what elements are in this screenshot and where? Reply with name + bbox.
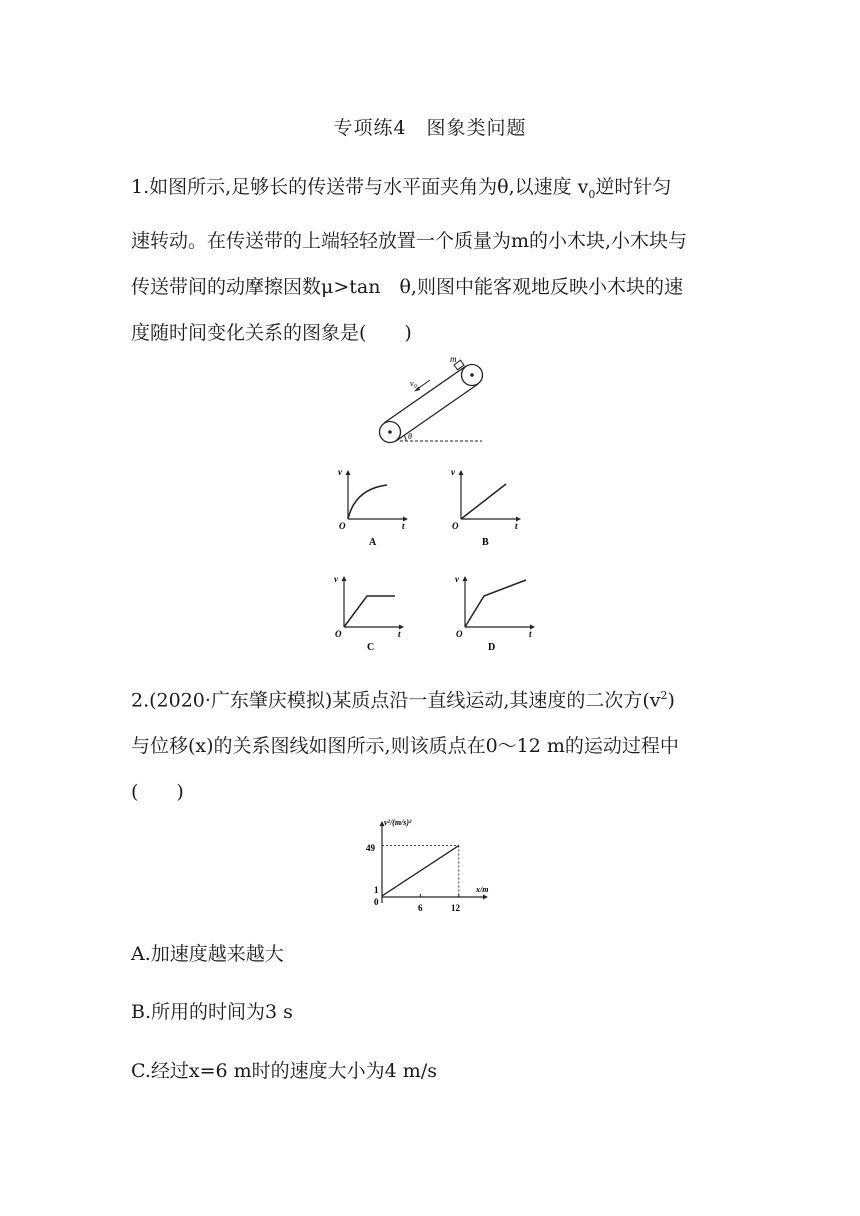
question-2-text	[131, 673, 731, 815]
graph-a	[333, 465, 413, 547]
svg-text:O: O	[456, 629, 463, 639]
tick-label-12: 12	[451, 903, 460, 913]
svg-text:O: O	[335, 629, 342, 639]
svg-text:O: O	[339, 521, 346, 531]
graph-c-letter: C	[367, 642, 375, 652]
conveyor-belt-figure	[370, 352, 490, 452]
option-c: C.经过x=6 m时的速度大小为4 m/s	[131, 1060, 437, 1082]
graph-c-line	[344, 596, 395, 627]
graph-b-line	[461, 484, 506, 519]
graph-a-curve	[348, 485, 387, 519]
tick-label-6: 6	[418, 903, 423, 913]
q1-line-1: 1.如图所示,足够长的传送带与水平面夹角为θ,以速度 $v_0$逆时针匀	[131, 176, 672, 201]
tick-label-49: 49	[366, 843, 375, 853]
svg-text:v: v	[455, 574, 459, 584]
q2-line-3: ( )	[131, 781, 184, 804]
graph-d	[450, 570, 540, 652]
page-title: 专项练4 图象类问题	[333, 117, 527, 139]
graph-c	[329, 570, 409, 652]
origin-label: 0	[374, 897, 379, 907]
q1-line-4: 度随时间变化关系的图象是( )	[131, 321, 412, 344]
tick-label-1: 1	[374, 885, 379, 895]
chart-x-label: x/m	[476, 885, 489, 894]
graph-b	[446, 465, 526, 547]
option-b: B.所用的时间为3 s	[131, 1001, 293, 1023]
q1-line-2: 速转动。在传送带的上端轻轻放置一个质量为m的小木块,小木块与	[131, 229, 688, 252]
chart-y-label: v²/(m/s)²	[384, 818, 412, 827]
svg-text:v: v	[338, 467, 342, 477]
data-line	[382, 846, 459, 896]
v2-x-chart	[360, 815, 500, 915]
svg-text:v: v	[334, 574, 338, 584]
angle-label: θ	[408, 432, 412, 441]
question-1-text	[131, 164, 731, 356]
svg-text:t: t	[529, 629, 532, 639]
svg-text:v0: $v_0$	[410, 379, 417, 390]
mass-label: m	[450, 354, 457, 364]
angle-arc	[404, 435, 406, 441]
belt-top	[384, 366, 466, 423]
graph-b-letter: B	[482, 537, 489, 547]
svg-text:t: t	[398, 629, 401, 639]
graph-d-line	[465, 580, 526, 627]
option-a: A.加速度越来越大	[131, 943, 284, 965]
svg-text:v: v	[451, 467, 455, 477]
svg-text:t: t	[515, 521, 518, 531]
q2-line-2: 与位移(x)的关系图线如图所示,则该质点在0～12 m的运动过程中	[131, 735, 679, 758]
svg-text:t: t	[402, 521, 405, 531]
graph-a-letter: A	[369, 537, 377, 547]
q1-line-3: 传送带间的动摩擦因数μ>tan θ,则图中能客观地反映小木块的速	[131, 275, 683, 298]
q2-line-1: 2.(2020·广东肇庆模拟)某质点沿一直线运动,其速度的二次方$(v^2)$	[131, 689, 675, 712]
graph-d-letter: D	[488, 642, 496, 652]
svg-text:O: O	[452, 521, 459, 531]
